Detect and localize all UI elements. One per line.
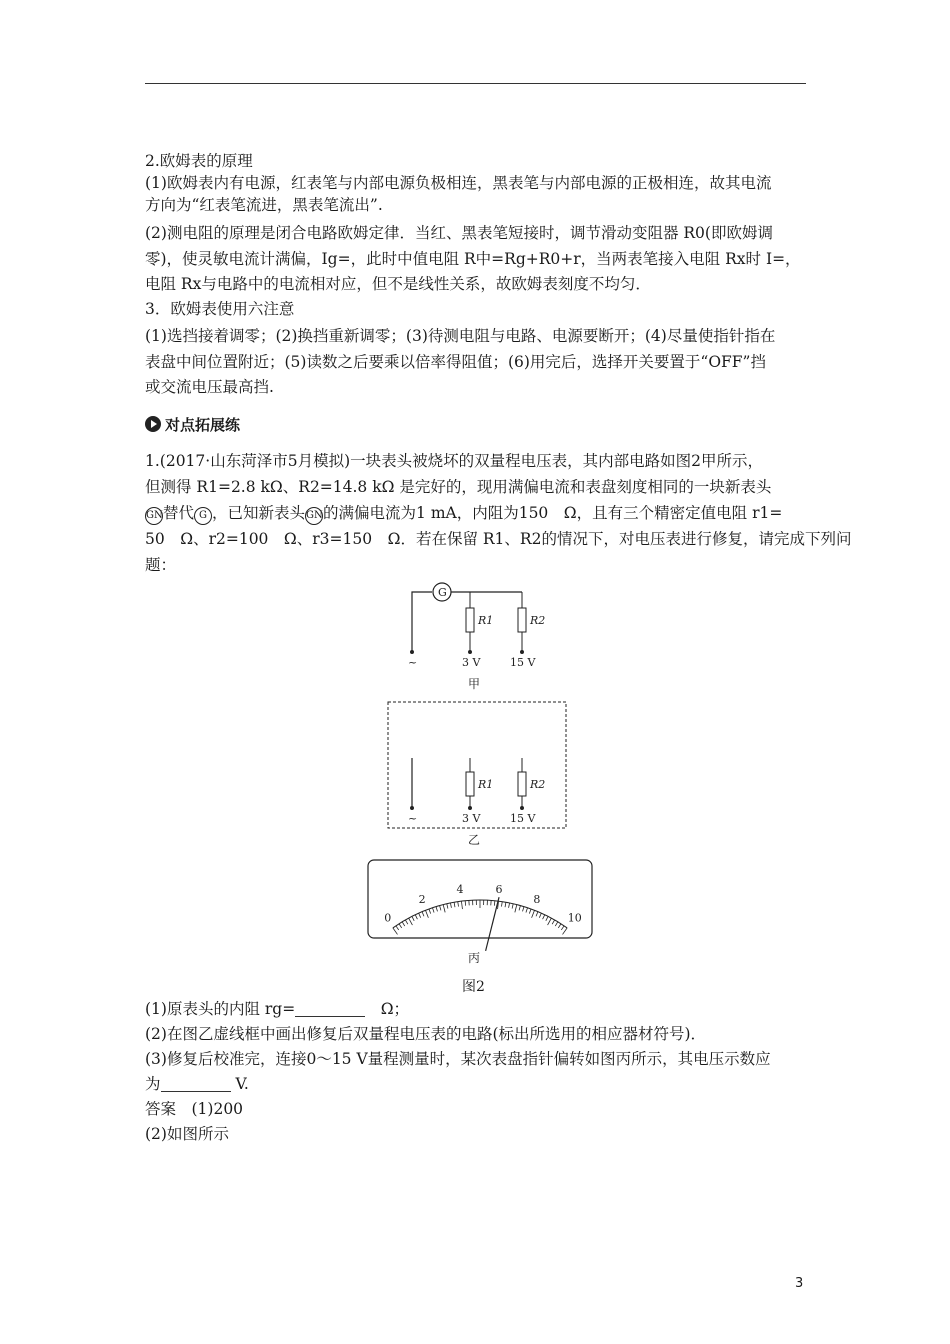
dial-tick	[429, 909, 431, 914]
dial-tick	[450, 903, 451, 908]
practice-heading-label: 对点拓展练	[165, 416, 241, 434]
dial-tick	[443, 905, 445, 913]
label-bing: 丙	[468, 951, 481, 965]
r1-label-jia: R1	[478, 614, 494, 627]
v3-label-jia: 3 V	[462, 656, 481, 669]
dial-scale	[384, 883, 582, 951]
figure-2	[360, 580, 600, 1000]
dial-tick	[425, 910, 428, 917]
subq3b	[145, 1073, 249, 1095]
dial-tick	[523, 907, 524, 912]
dial-tick	[412, 916, 414, 920]
section2-p2b: 零)，使灵敏电流计满偏，Ig=，此时中值电阻 R中=Rg+R0+r，当两表笔接入电阻 Rx时 I=，	[145, 250, 801, 268]
dial-tick	[512, 904, 513, 909]
tilde-yi: ~	[408, 812, 418, 825]
dial-tick	[543, 915, 545, 920]
dial-tick-label: 6	[495, 883, 503, 897]
q-l3c: 的满偏电流为1 mA，内阻为150 Ω，且有三个精密定值电阻 r1=	[323, 504, 783, 522]
dial-tick	[393, 928, 398, 935]
question-line5: 题：	[145, 556, 177, 574]
dial-tick	[552, 920, 554, 924]
dial-tick	[405, 920, 407, 924]
question-line4: 50 Ω、r2=100 Ω、r3=150 Ω．若在保留 R1、R2的情况下，对电压表进行修复，请完成下列问	[145, 530, 852, 548]
dial-tick-label: 2	[418, 892, 426, 906]
r2-label-yi: R2	[530, 778, 546, 791]
dial-tick	[419, 913, 421, 918]
dial-tick	[539, 913, 541, 918]
dial-tick-label: 4	[456, 883, 464, 897]
section3-p1a: (1)选挡接着调零；(2)换挡重新调零；(3)待测电阻与电路、电源要断开；(4)尽量使指针指在	[145, 327, 776, 345]
dial-tick-label: 10	[567, 911, 582, 925]
subq3-unit: V.	[230, 1075, 249, 1093]
section3-title: 3．欧姆表使用六注意	[145, 300, 295, 318]
subq1	[145, 998, 409, 1020]
subq3a: (3)修复后校准完，连接0～15 V量程测量时，某次表盘指针偏转如图丙所示，其电压示数应	[145, 1050, 771, 1068]
dial-tick	[509, 903, 510, 908]
dial-tick	[519, 906, 520, 911]
dial-tick	[436, 907, 437, 912]
question-line2: 但测得 R1=2.8 kΩ、R2=14.8 kΩ 是完好的，现用满偏电流和表盘刻度相同的一块新表头	[145, 478, 772, 496]
dial-tick	[555, 922, 558, 926]
dial-tick	[548, 918, 552, 925]
dial-tick	[402, 922, 405, 926]
answer-2: (2)如图所示	[145, 1125, 229, 1143]
subq2: (2)在图乙虚线框中画出修复后双量程电压表的电路(标出所选用的相应器材符号)．	[145, 1025, 707, 1043]
dial-tick	[501, 902, 502, 907]
play-icon	[145, 416, 161, 432]
dial-tick	[561, 926, 564, 930]
dial-tick	[526, 908, 528, 913]
galvanometer-icon: G	[194, 507, 212, 525]
section3-p1b: 表盘中间位置附近；(5)读数之后要乘以倍率得阻值；(6)用完后，选择开关要置于“OFF”挡	[145, 353, 766, 371]
dial-tick	[536, 912, 538, 917]
q-l3b: ，已知新表头	[212, 504, 306, 522]
dial-tick	[558, 924, 561, 928]
label-yi: 乙	[468, 833, 481, 847]
dial-tick	[432, 908, 434, 913]
dial-tick	[422, 912, 424, 917]
dial-tick	[529, 909, 531, 914]
label-jia: 甲	[468, 677, 481, 691]
dial-tick	[440, 906, 441, 911]
galvanometer-new-icon: GN	[145, 507, 163, 525]
subq1-unit: Ω；	[365, 1000, 410, 1018]
question-line1: 1.(2017·山东菏泽市5月模拟)一块表头被烧坏的双量程电压表，其内部电路如图2甲所示，	[145, 452, 763, 470]
page-number: 3	[795, 1276, 804, 1291]
v15-label-jia: 15 V	[510, 656, 536, 669]
dial-tick	[458, 902, 459, 907]
dial-tick	[447, 904, 448, 909]
resistor-r1	[466, 608, 474, 632]
dial-tick	[396, 926, 399, 930]
practice-heading	[145, 414, 240, 436]
circuit-jia	[408, 583, 545, 691]
header-rule	[145, 83, 806, 84]
r2-label-jia: R2	[530, 614, 546, 627]
dial-tick	[461, 901, 462, 909]
resistor-r2	[518, 608, 526, 632]
section3-p1c: 或交流电压最高挡.	[145, 378, 274, 396]
v15-label-yi: 15 V	[510, 812, 536, 825]
dial-tick	[409, 918, 413, 925]
subq3-prefix: 为	[145, 1075, 161, 1093]
question-line3	[145, 502, 782, 525]
g-label: G	[438, 586, 447, 599]
subq1-text: (1)原表头的内阻 rg=	[145, 1000, 296, 1018]
answer-1: 答案 (1)200	[145, 1100, 244, 1118]
section2-p1a: (1)欧姆表内有电源，红表笔与内部电源负极相连，黑表笔与内部电源的正极相连，故其电流	[145, 174, 772, 192]
tilde-jia: ~	[408, 656, 418, 669]
dial-tick	[546, 916, 548, 920]
section2-p2c: 电阻 Rx与电路中的电流相对应，但不是线性关系，故欧姆表刻度不均匀．	[145, 275, 651, 293]
meter-bing	[368, 860, 592, 965]
r1-label-yi: R1	[478, 778, 494, 791]
section2-p1b: 方向为“红表笔流进，黑表笔流出”.	[145, 196, 383, 214]
figure-caption: 图2	[462, 979, 485, 995]
v3-label-yi: 3 V	[462, 812, 481, 825]
dial-tick	[399, 924, 402, 928]
dial-needle	[486, 897, 499, 951]
answer-blank-3[interactable]	[161, 1077, 231, 1092]
dial-tick	[532, 910, 535, 917]
dial-tick	[505, 902, 506, 907]
dial-tick	[515, 905, 517, 913]
dial-tick-label: 8	[533, 892, 541, 906]
q-l3a: 替代	[163, 504, 195, 522]
dial-tick-label: 0	[384, 911, 392, 925]
dial-tick	[415, 915, 417, 920]
answer-blank-1[interactable]	[295, 1002, 365, 1017]
section2-p2a: (2)测电阻的原理是闭合电路欧姆定律．当红、黑表笔短接时，调节滑动变阻器 R0(即欧姆调	[145, 224, 773, 242]
section2-title: 2.欧姆表的原理	[145, 152, 253, 170]
dial-tick	[563, 928, 568, 935]
dial-tick	[454, 902, 455, 907]
galvanometer-new-icon-2: GN	[305, 507, 323, 525]
circuit-yi	[388, 702, 566, 847]
